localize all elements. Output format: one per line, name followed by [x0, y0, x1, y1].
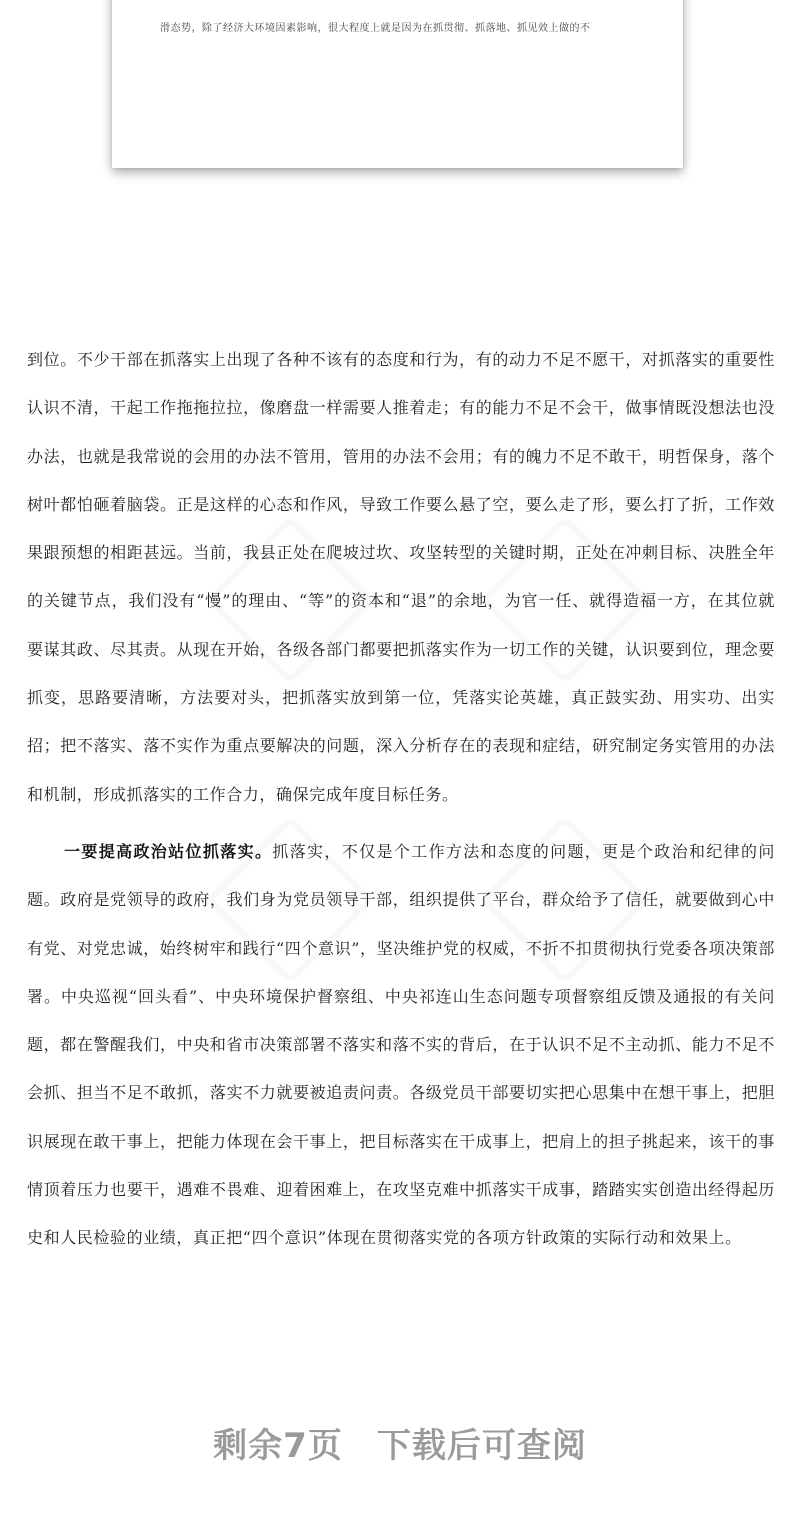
previous-page-preview: [112, 0, 683, 168]
download-hint-label: 下载后可查阅: [376, 1426, 587, 1466]
document-body: [27, 336, 775, 1263]
download-prompt[interactable]: [0, 1418, 800, 1474]
preview-text-line: 滑态势，除了经济大环境因素影响，很大程度上就是因为在抓贯彻、抓落地、抓见效上做的不: [160, 23, 591, 34]
paragraph-political-stance: [27, 828, 775, 1263]
remaining-pages-label: 剩余7页: [213, 1426, 343, 1466]
paragraph-continuation: [27, 336, 775, 819]
paragraph-lead-heading: 一要提高政治站位抓落实。: [64, 841, 273, 861]
paragraph-text: 抓落实，不仅是个工作方法和态度的问题，更是个政治和纪律的问题。政府是党领导的政府，我们身为党员领导干部，组织提供了平台，群众给予了信任，就要做到心中有党、对党忠诚，始终树牢和践行“四个意识”，坚决维护党的权威，不折不扣贯彻执行党委各项决策部署。中央巡视“回头看”、中央环境保护督察组、中央祁连山生态问题专项督察组反馈及通报的有关问题，都在警醒我们，中央和省市决策部署不落实和落不实的背后，在于认识不足不主动抓、能力不足不会抓、担当不足不敢抓，落实不力就要被追责问责。各级党员干部要切实把心思集中在想干事上，把胆识展现在敢干事上，把能力体现在会干事上，把目标落实在干成事上，把肩上的担子挑起来，该干的事情顶着压力也要干，遇难不畏难、迎着困难上，在攻坚克难中抓落实干成事，踏踏实实创造出经得起历史和人民检验的业绩，真正把“四个意识”体现在贯彻落实党的各项方针政策的实际行动和效果上。: [27, 841, 776, 1248]
paragraph-text: 到位。不少干部在抓落实上出现了各种不该有的态度和行为，有的动力不足不愿干，对抓落实的重要性认识不清，干起工作拖拖拉拉，像磨盘一样需要人推着走；有的能力不足不会干，做事情既没想法也没办法，也就是我常说的会用的办法不管用，管用的办法不会用；有的魄力不足不敢干，明哲保身，落个树叶都怕砸着脑袋。正是这样的心态和作风，导致工作要么悬了空，要么走了形，要么打了折，工作效果跟预想的相距甚远。当前，我县正处在爬坡过坎、攻坚转型的关键时期，正处在冲刺目标、决胜全年的关键节点，我们没有“慢”的理由、“等”的资本和“退”的余地，为官一任、就得造福一方，在其位就要谋其政、尽其责。从现在开始，各级各部门都要把抓落实作为一切工作的关键，认识要到位，理念要抓变，思路要清晰，方法要对头，把抓落实放到第一位，凭落实论英雄，真正鼓实劲、用实功、出实招；把不落实、落不实作为重点要解决的问题，深入分析存在的表现和症结，研究制定务实管用的办法和机制，形成抓落实的工作合力，确保完成年度目标任务。: [27, 350, 775, 804]
